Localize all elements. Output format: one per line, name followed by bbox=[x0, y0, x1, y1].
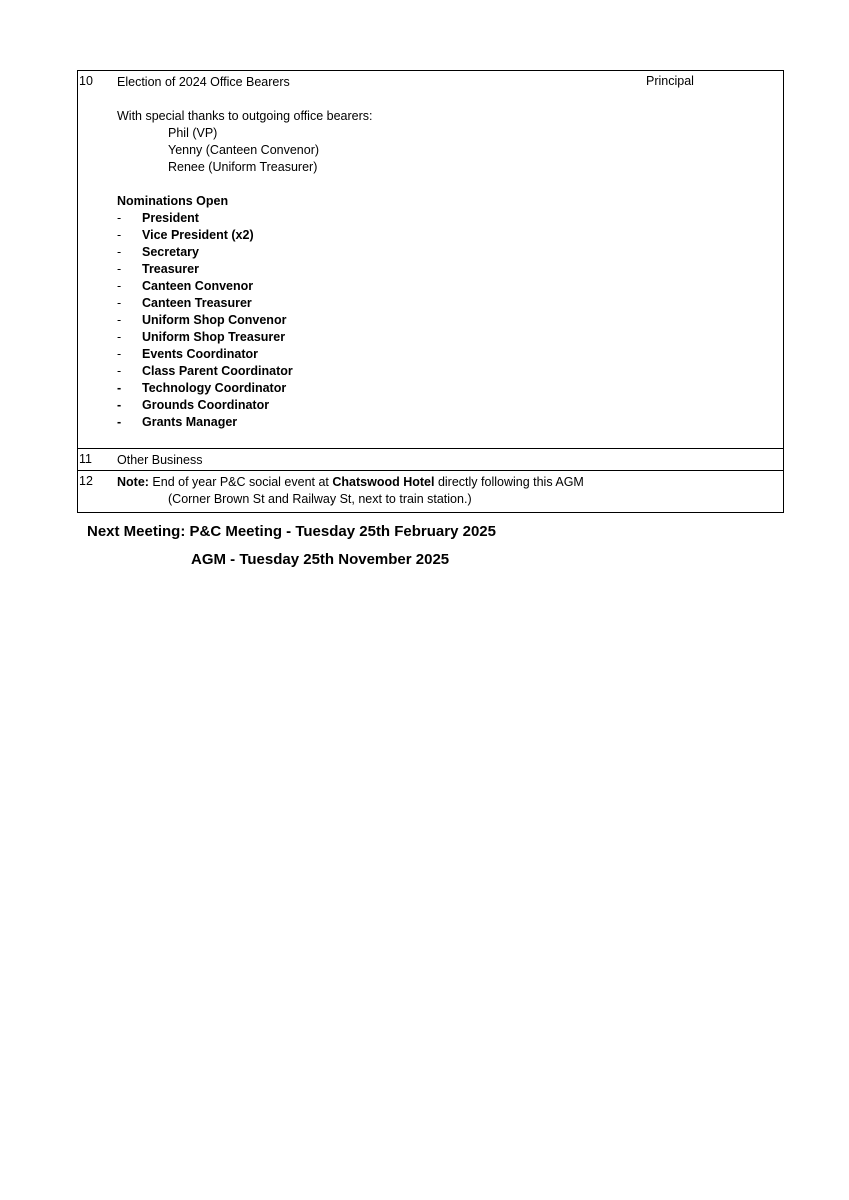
bullet: - bbox=[117, 245, 122, 259]
position-label: Events Coordinator bbox=[142, 347, 258, 361]
nominations-heading: Nominations Open bbox=[117, 194, 229, 208]
position-label: Grants Manager bbox=[142, 415, 238, 429]
agenda-table bbox=[77, 70, 784, 513]
position-label: Treasurer bbox=[142, 262, 199, 276]
position-item bbox=[117, 227, 783, 244]
position-label: Technology Coordinator bbox=[142, 381, 287, 395]
bullet: - bbox=[117, 228, 122, 242]
note-text-after: directly following this AGM bbox=[434, 475, 584, 489]
outgoing-bearer: Renee (Uniform Treasurer) bbox=[168, 160, 318, 174]
position-item bbox=[117, 278, 783, 295]
position-item bbox=[117, 380, 783, 397]
bullet: - bbox=[117, 381, 122, 395]
outgoing-bearer: Yenny (Canteen Convenor) bbox=[168, 143, 320, 157]
item-content bbox=[117, 471, 783, 511]
note-line bbox=[117, 474, 783, 491]
position-item bbox=[117, 295, 783, 312]
position-item bbox=[117, 329, 783, 346]
position-label: Canteen Treasurer bbox=[142, 296, 252, 310]
bullet: - bbox=[117, 364, 122, 378]
bullet: - bbox=[117, 262, 122, 276]
item-content bbox=[117, 449, 783, 472]
item-responsible: Principal bbox=[646, 74, 694, 88]
position-item bbox=[117, 244, 783, 261]
outgoing-bearer: Phil (VP) bbox=[168, 126, 218, 140]
position-label: Secretary bbox=[142, 245, 199, 259]
bullet: - bbox=[117, 398, 122, 412]
item-number: 11 bbox=[79, 452, 92, 466]
position-item bbox=[117, 312, 783, 329]
bullet: - bbox=[117, 330, 122, 344]
bullet: - bbox=[117, 296, 122, 310]
bullet: - bbox=[117, 279, 122, 293]
position-label: Uniform Shop Treasurer bbox=[142, 330, 286, 344]
position-item bbox=[117, 414, 783, 431]
thanks-intro: With special thanks to outgoing office bearers: bbox=[117, 109, 373, 123]
bullet: - bbox=[117, 313, 122, 327]
position-item bbox=[117, 261, 783, 278]
position-item bbox=[117, 346, 783, 363]
next-meeting: Next Meeting: P&C Meeting - Tuesday 25th February 2025 bbox=[87, 523, 496, 540]
position-label: Uniform Shop Convenor bbox=[142, 313, 287, 327]
note-label: Note: bbox=[117, 475, 149, 489]
venue-address: (Corner Brown St and Railway St, next to train station.) bbox=[168, 492, 472, 506]
bullet: - bbox=[117, 211, 122, 225]
item-number: 10 bbox=[79, 74, 93, 88]
position-label: President bbox=[142, 211, 199, 225]
position-label: Grounds Coordinator bbox=[142, 398, 270, 412]
position-item bbox=[117, 397, 783, 414]
position-label: Vice President (x2) bbox=[142, 228, 254, 242]
venue-name: Chatswood Hotel bbox=[332, 475, 435, 489]
next-agm: AGM - Tuesday 25th November 2025 bbox=[191, 551, 450, 568]
item-title: Election of 2024 Office Bearers bbox=[117, 75, 290, 89]
agenda-row-10 bbox=[78, 71, 783, 449]
position-label: Class Parent Coordinator bbox=[142, 364, 293, 378]
positions-list bbox=[117, 210, 783, 431]
agenda-row-11 bbox=[78, 449, 783, 471]
bullet: - bbox=[117, 415, 122, 429]
position-item bbox=[117, 210, 783, 227]
item-title: Other Business bbox=[117, 453, 203, 467]
position-item bbox=[117, 363, 783, 380]
position-label: Canteen Convenor bbox=[142, 279, 254, 293]
item-content bbox=[117, 71, 783, 434]
note-text: End of year P&C social event at bbox=[148, 475, 333, 489]
item-number: 12 bbox=[79, 474, 93, 488]
agenda-row-12 bbox=[78, 471, 783, 512]
bullet: - bbox=[117, 347, 122, 361]
